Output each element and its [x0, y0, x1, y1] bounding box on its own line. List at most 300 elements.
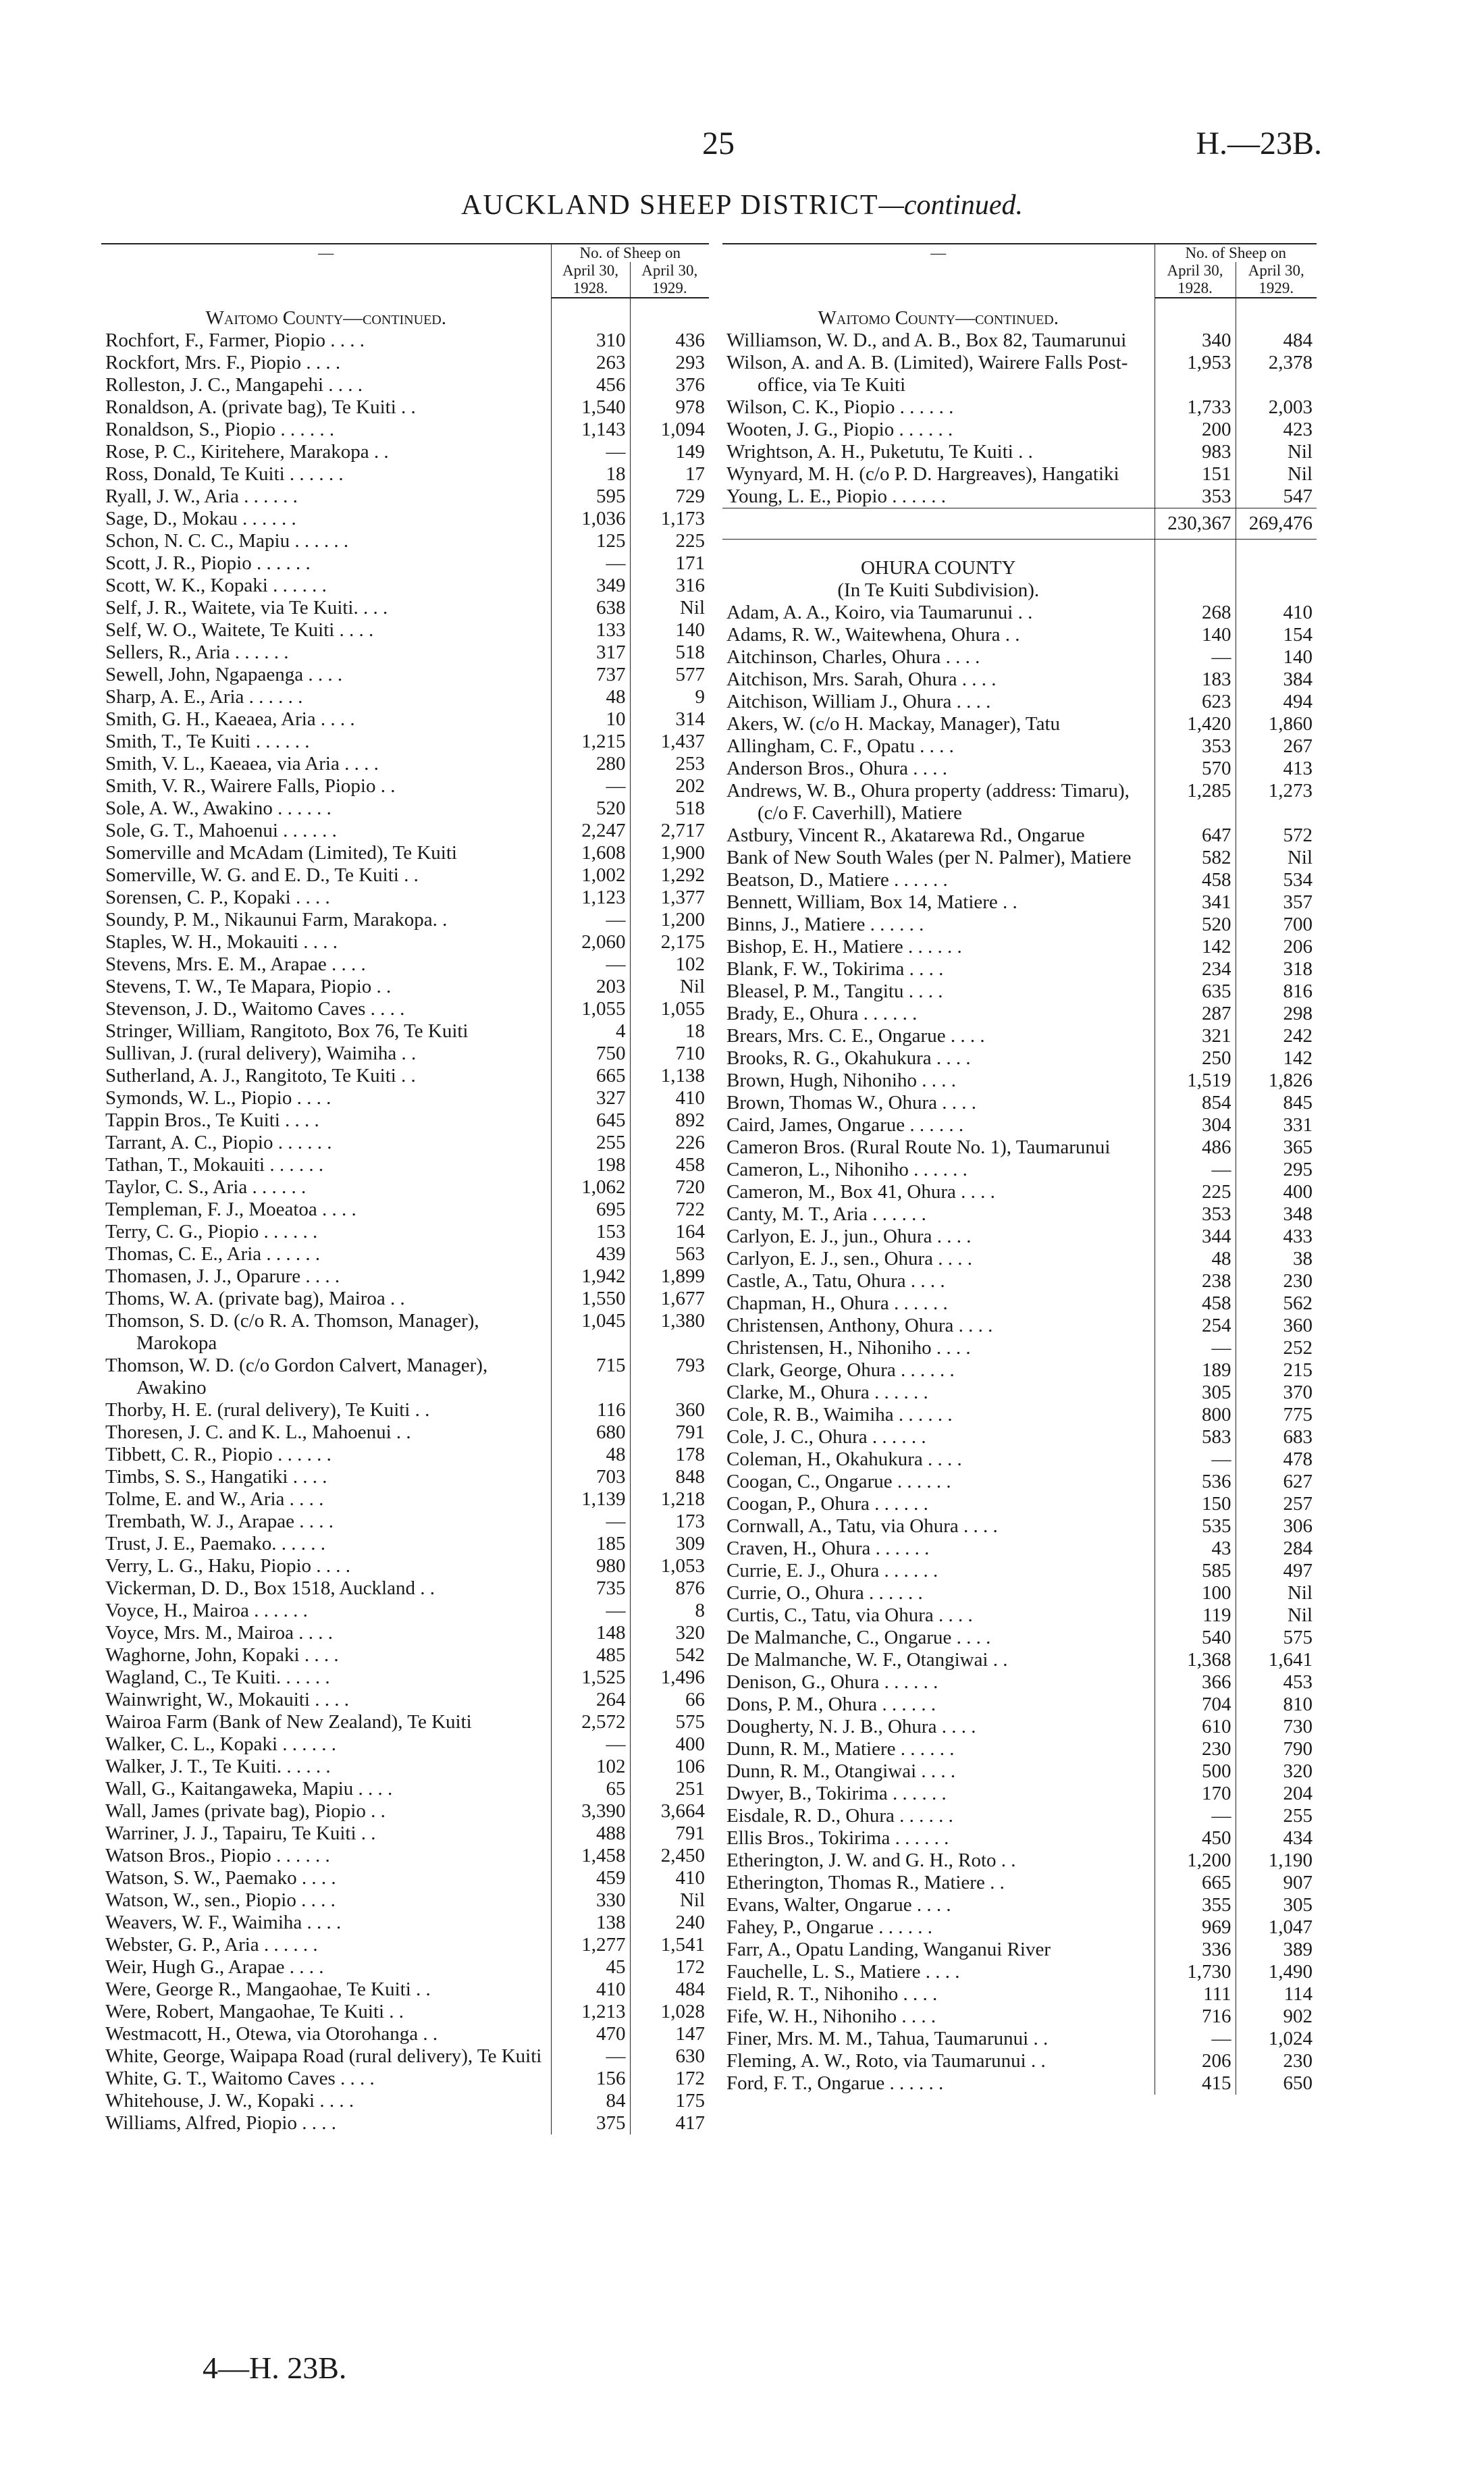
sheep-1928: 268 — [1155, 602, 1236, 624]
sheep-1929: 400 — [1236, 1181, 1317, 1203]
sheep-1929: 9 — [630, 686, 709, 708]
owner-name: Sewell, John, Ngapaenga . . . . — [105, 664, 343, 685]
owner-name: Trust, J. E., Paemako. . . . . . — [105, 1533, 325, 1554]
sheep-1929: 494 — [1236, 691, 1317, 713]
sheep-1928: 737 — [551, 664, 630, 686]
sheep-1928: 65 — [551, 1778, 630, 1800]
owner-name: Somerville and McAdam (Limited), Te Kuiti — [105, 842, 457, 864]
sheep-1929: 627 — [1236, 1471, 1317, 1493]
table-row — [722, 1159, 1317, 1181]
table-row — [722, 330, 1317, 352]
owner-name: Watson, W., sen., Piopio . . . . — [105, 1889, 336, 1911]
sheep-1928: 536 — [1155, 1471, 1236, 1493]
owner-name: Tarrant, A. C., Piopio . . . . . . — [105, 1132, 332, 1153]
sheep-1928: 48 — [551, 686, 630, 708]
owner-name: Castle, A., Tatu, Ohura . . . . — [726, 1270, 945, 1292]
owner-name: Cole, R. B., Waimiha . . . . . . — [726, 1404, 953, 1425]
table-row — [101, 864, 709, 887]
sheep-group-header: No. of Sheep on — [551, 244, 709, 262]
sheep-1929: 255 — [1236, 1805, 1317, 1827]
sheep-1928: 520 — [551, 797, 630, 820]
sheep-1928: 1,540 — [551, 396, 630, 419]
sheep-1928: 585 — [1155, 1560, 1236, 1582]
section-heading: Waitomo County—continued. — [818, 307, 1059, 329]
table-row — [722, 1471, 1317, 1493]
table-row — [722, 1493, 1317, 1515]
sheep-1928: 151 — [1155, 463, 1236, 486]
sheep-1928: 225 — [1155, 1181, 1236, 1203]
sheep-1928: 353 — [1155, 486, 1236, 508]
sheep-1928: 198 — [551, 1154, 630, 1176]
sheep-1928: 410 — [551, 1979, 630, 2001]
sheep-1928: 582 — [1155, 847, 1236, 869]
owner-name: Smith, V. R., Wairere Falls, Piopio . . — [105, 775, 396, 797]
table-row — [101, 575, 709, 597]
owner-name: Clarke, M., Ohura . . . . . . — [726, 1382, 928, 1403]
page-title — [0, 189, 1484, 221]
owner-name: Thomson, W. D. (c/o Gordon Calvert, Manager), Awakino — [105, 1355, 488, 1398]
sheep-1929: 410 — [1236, 602, 1317, 624]
owner-name: Wall, James (private bag), Piopio . . — [105, 1800, 386, 1822]
table-row — [101, 2090, 709, 2112]
sheep-1928: 263 — [551, 352, 630, 374]
table-row — [101, 1733, 709, 1756]
sheep-1928: 255 — [551, 1132, 630, 1154]
sheep-1929: 284 — [1236, 1538, 1317, 1560]
sheep-1929: 775 — [1236, 1404, 1317, 1426]
owner-name: Thorby, H. E. (rural delivery), Te Kuiti . . — [105, 1399, 430, 1421]
owner-name: Warriner, J. J., Tapairu, Te Kuiti . . — [105, 1823, 376, 1844]
sheep-1929: 251 — [630, 1778, 709, 1800]
sheep-1928: 133 — [551, 619, 630, 641]
sheep-1928: 234 — [1155, 958, 1236, 980]
owner-name: Wilson, A. and A. B. (Limited), Wairere Falls Post-office, via Te Kuiti — [726, 352, 1128, 396]
table-row — [722, 980, 1317, 1003]
sheep-1929: 306 — [1236, 1515, 1317, 1538]
sheep-1929: Nil — [1236, 1604, 1317, 1627]
table-row — [722, 936, 1317, 958]
table-row — [101, 1065, 709, 1087]
table-row — [722, 1961, 1317, 1983]
sheep-1928: 1,002 — [551, 864, 630, 887]
table-row — [722, 1916, 1317, 1939]
sheep-1928: 3,390 — [551, 1800, 630, 1823]
table-row — [101, 1043, 709, 1065]
table-row — [101, 887, 709, 909]
owner-name: Wairoa Farm (Bank of New Zealand), Te Kuiti — [105, 1711, 472, 1733]
owner-name: Brears, Mrs. C. E., Ongarue . . . . — [726, 1025, 985, 1047]
sheep-1929: 1,377 — [630, 887, 709, 909]
sheep-1928: 735 — [551, 1577, 630, 1600]
owner-name: Somerville, W. G. and E. D., Te Kuiti . . — [105, 864, 419, 886]
sheep-1928: 459 — [551, 1867, 630, 1889]
sheep-1929: 376 — [630, 374, 709, 396]
sheep-1929: 2,378 — [1236, 352, 1317, 396]
owner-name: Weir, Hugh G., Arapae . . . . — [105, 1956, 324, 1978]
owner-name: Clark, George, Ohura . . . . . . — [726, 1359, 955, 1381]
sheep-1928: 1,942 — [551, 1265, 630, 1288]
owner-name: Walker, J. T., Te Kuiti. . . . . . — [105, 1756, 331, 1777]
table-row — [101, 1667, 709, 1689]
owner-name: De Malmanche, C., Ongarue . . . . — [726, 1627, 991, 1648]
owner-name: Akers, W. (c/o H. Mackay, Manager), Tatu — [726, 713, 1061, 735]
owner-name: Waghorne, John, Kopaki . . . . — [105, 1644, 339, 1666]
sheep-1929: 320 — [1236, 1760, 1317, 1783]
total-1929: 269,476 — [1236, 508, 1317, 540]
owner-name: Fahey, P., Ongarue . . . . . . — [726, 1916, 932, 1938]
table-row — [101, 330, 709, 352]
owner-name: Rockfort, Mrs. F., Piopio . . . . — [105, 352, 341, 373]
sheep-1929: 2,175 — [630, 931, 709, 953]
sheep-1929: 293 — [630, 352, 709, 374]
sheep-1928: 230 — [1155, 1738, 1236, 1760]
sheep-1928: — — [551, 953, 630, 976]
table-row — [722, 1894, 1317, 1916]
owner-name: Christensen, Anthony, Ohura . . . . — [726, 1315, 993, 1336]
table-row — [722, 1359, 1317, 1382]
table-row — [101, 1154, 709, 1176]
owner-name: Anderson Bros., Ohura . . . . — [726, 758, 948, 779]
owner-name: Cameron Bros. (Rural Route No. 1), Taumarunui — [726, 1136, 1111, 1158]
sheep-1928: 715 — [551, 1355, 630, 1399]
sheep-1929: 226 — [630, 1132, 709, 1154]
sheep-1929: 453 — [1236, 1671, 1317, 1694]
sheep-1929: 171 — [630, 552, 709, 575]
owner-name: Thomas, C. E., Aria . . . . . . — [105, 1243, 321, 1265]
sheep-1929: 1,641 — [1236, 1649, 1317, 1671]
sheep-1928: 189 — [1155, 1359, 1236, 1382]
owner-name: Aitchison, Mrs. Sarah, Ohura . . . . — [726, 669, 997, 690]
sheep-1929: 400 — [630, 1733, 709, 1756]
owner-name: Ronaldson, S., Piopio . . . . . . — [105, 419, 335, 440]
sheep-1929: 810 — [1236, 1694, 1317, 1716]
table-row — [101, 797, 709, 820]
sheep-1929: 1,273 — [1236, 780, 1317, 824]
sheep-1929: 204 — [1236, 1783, 1317, 1805]
table-row — [722, 352, 1317, 396]
sheep-1929: 17 — [630, 463, 709, 486]
sheep-1929: 423 — [1236, 419, 1317, 441]
sheep-1928: 327 — [551, 1087, 630, 1109]
sheep-1928: 330 — [551, 1889, 630, 1912]
sheep-1928: 750 — [551, 1043, 630, 1065]
table-row — [722, 463, 1317, 486]
table-row — [722, 1827, 1317, 1850]
owner-name: Trembath, W. J., Arapae . . . . — [105, 1511, 334, 1532]
table-row — [101, 1600, 709, 1622]
sheep-1928: 488 — [551, 1823, 630, 1845]
sheep-1928: 148 — [551, 1622, 630, 1644]
table-row — [101, 931, 709, 953]
sheep-1929: 140 — [630, 619, 709, 641]
sheep-1928: 535 — [1155, 1515, 1236, 1538]
sheep-1928: — — [1155, 1159, 1236, 1181]
sheep-1929: 365 — [1236, 1136, 1317, 1159]
sheep-1929: 1,138 — [630, 1065, 709, 1087]
sheep-1928: 125 — [551, 530, 630, 552]
sheep-1929: 225 — [630, 530, 709, 552]
page-header — [0, 125, 1484, 165]
owner-name: Cole, J. C., Ohura . . . . . . — [726, 1426, 926, 1448]
table-row — [101, 1577, 709, 1600]
sheep-1928: 969 — [1155, 1916, 1236, 1939]
sheep-1928: 1,420 — [1155, 713, 1236, 735]
owner-name: Craven, H., Ohura . . . . . . — [726, 1538, 930, 1559]
sheep-1928: 1,608 — [551, 842, 630, 864]
table-row — [722, 1426, 1317, 1448]
table-row — [722, 1783, 1317, 1805]
sheep-1929: 1,200 — [630, 909, 709, 931]
owner-name: Soundy, P. M., Nikaunui Farm, Marakopa. . — [105, 909, 448, 931]
sheep-1928: 1,368 — [1155, 1649, 1236, 1671]
title-suffix: —continued. — [878, 190, 1023, 221]
table-row — [101, 419, 709, 441]
table-row — [101, 508, 709, 530]
owner-name: Caird, James, Ongarue . . . . . . — [726, 1114, 964, 1136]
sheep-1929: 484 — [1236, 330, 1317, 352]
owner-name: Bank of New South Wales (per N. Palmer), Matiere — [726, 847, 1132, 868]
owner-name: Voyce, Mrs. M., Mairoa . . . . — [105, 1622, 333, 1644]
sheep-1929: 360 — [1236, 1315, 1317, 1337]
sheep-1929: 298 — [1236, 1003, 1317, 1025]
sheep-1928: 43 — [1155, 1538, 1236, 1560]
owner-name: Fleming, A. W., Roto, via Taumarunui . . — [726, 2050, 1046, 2072]
table-row — [101, 1243, 709, 1265]
sheep-1928: 10 — [551, 708, 630, 731]
year-1929-header: April 30, 1929. — [630, 262, 709, 298]
table-row — [101, 1800, 709, 1823]
ohura-table-body — [722, 602, 1317, 2095]
owner-name: Young, L. E., Piopio . . . . . . — [726, 486, 946, 507]
sheep-1928: 254 — [1155, 1315, 1236, 1337]
owner-name: Canty, M. T., Aria . . . . . . — [726, 1203, 926, 1225]
table-row — [101, 441, 709, 463]
owner-name: Smith, G. H., Kaeaea, Aria . . . . — [105, 708, 355, 730]
owner-name: Brown, Thomas W., Ohura . . . . — [726, 1092, 977, 1114]
sheep-1929: 892 — [630, 1109, 709, 1132]
sheep-1929: 360 — [630, 1399, 709, 1421]
table-row — [722, 646, 1317, 669]
sheep-1928: 645 — [551, 1109, 630, 1132]
owner-name: Webster, G. P., Aria . . . . . . — [105, 1934, 318, 1956]
table-row — [722, 419, 1317, 441]
owner-name: Were, George R., Mangaohae, Te Kuiti . . — [105, 1979, 431, 2000]
sheep-1929: 547 — [1236, 486, 1317, 508]
table-row — [101, 686, 709, 708]
sheep-1929: Nil — [1236, 1582, 1317, 1604]
sheep-1928: 111 — [1155, 1983, 1236, 2006]
right-table-body — [722, 298, 1317, 508]
sheep-1928: 170 — [1155, 1783, 1236, 1805]
owner-name: Dunn, R. M., Matiere . . . . . . — [726, 1738, 955, 1760]
sheep-group-header: No. of Sheep on — [1155, 244, 1317, 262]
table-row — [101, 552, 709, 575]
table-row — [722, 1515, 1317, 1538]
sheep-1929: 410 — [630, 1087, 709, 1109]
left-column — [101, 243, 709, 2134]
owner-name: Dwyer, B., Tokirima . . . . . . — [726, 1783, 947, 1804]
owner-name: Schon, N. C. C., Mapiu . . . . . . — [105, 530, 349, 552]
table-row — [722, 1248, 1317, 1270]
sheep-1928: 48 — [551, 1444, 630, 1466]
table-row — [722, 735, 1317, 758]
sheep-1929: 978 — [630, 396, 709, 419]
total-row — [722, 508, 1317, 540]
sheep-1929: 314 — [630, 708, 709, 731]
sheep-1928: 450 — [1155, 1827, 1236, 1850]
table-row — [101, 1711, 709, 1733]
owner-name: Brady, E., Ohura . . . . . . — [726, 1003, 918, 1024]
sheep-1928: 1,036 — [551, 508, 630, 530]
owner-name: Wrightson, A. H., Puketutu, Te Kuiti . . — [726, 441, 1033, 463]
county-subheading-row — [722, 579, 1317, 602]
sheep-1929: 142 — [1236, 1047, 1317, 1070]
owner-name: Thomson, S. D. (c/o R. A. Thomson, Manager), Marokopa — [105, 1310, 479, 1354]
table-row — [101, 1176, 709, 1199]
owner-name: Currie, E. J., Ohura . . . . . . — [726, 1560, 938, 1581]
table-row — [101, 1421, 709, 1444]
owner-name: Etherington, J. W. and G. H., Roto . . — [726, 1850, 1016, 1871]
table-row — [722, 1627, 1317, 1649]
owner-name: Denison, G., Ohura . . . . . . — [726, 1671, 938, 1693]
sheep-1929: 876 — [630, 1577, 709, 1600]
owner-name: Coogan, P., Ohura . . . . . . — [726, 1493, 928, 1515]
sheep-1928: 1,285 — [1155, 780, 1236, 824]
owner-name: Bennett, William, Box 14, Matiere . . — [726, 891, 1017, 913]
owner-name: Stevenson, J. D., Waitomo Caves . . . . — [105, 998, 405, 1020]
sheep-1929: 722 — [630, 1199, 709, 1221]
sheep-1928: 638 — [551, 597, 630, 619]
sheep-1928: 321 — [1155, 1025, 1236, 1047]
sheep-1928: 680 — [551, 1421, 630, 1444]
owner-name: Symonds, W. L., Piopio . . . . — [105, 1087, 332, 1109]
table-row — [101, 2045, 709, 2068]
table-row — [722, 396, 1317, 419]
sheep-1928: 500 — [1155, 1760, 1236, 1783]
sheep-1929: 436 — [630, 330, 709, 352]
table-row — [101, 1288, 709, 1310]
sheep-1928: 138 — [551, 1912, 630, 1934]
sheep-1929: 700 — [1236, 914, 1317, 936]
table-row — [722, 486, 1317, 508]
sheep-1928: — — [551, 1600, 630, 1622]
owner-name: Self, W. O., Waitete, Te Kuiti . . . . — [105, 619, 374, 641]
sheep-1928: 206 — [1155, 2050, 1236, 2072]
sheep-1929: 147 — [630, 2023, 709, 2045]
sheep-1929: 305 — [1236, 1894, 1317, 1916]
table-row — [722, 958, 1317, 980]
owner-name: Cameron, M., Box 41, Ohura . . . . — [726, 1181, 995, 1203]
owner-name: Ford, F. T., Ongarue . . . . . . — [726, 2072, 944, 2094]
owner-name: Farr, A., Opatu Landing, Wanganui River — [726, 1939, 1051, 1960]
sheep-1929: 1,024 — [1236, 2028, 1317, 2050]
table-row — [101, 1265, 709, 1288]
sheep-1929: 1,899 — [630, 1265, 709, 1288]
sheep-1929: 791 — [630, 1421, 709, 1444]
sheep-1929: 164 — [630, 1221, 709, 1243]
table-row — [722, 1671, 1317, 1694]
sheep-1928: 486 — [1155, 1136, 1236, 1159]
sheep-1929: 542 — [630, 1644, 709, 1667]
table-row — [722, 2006, 1317, 2028]
sheep-1929: 710 — [630, 1043, 709, 1065]
table-row — [101, 1310, 709, 1355]
sheep-1928: 353 — [1155, 735, 1236, 758]
sheep-1929: 18 — [630, 1020, 709, 1043]
owner-name: Sole, A. W., Awakino . . . . . . — [105, 797, 332, 819]
sheep-1929: 816 — [1236, 980, 1317, 1003]
sheep-1929: 484 — [630, 1979, 709, 2001]
sheep-1928: 610 — [1155, 1716, 1236, 1738]
year-1928-header: April 30, 1928. — [551, 262, 630, 298]
sheep-1929: 1,055 — [630, 998, 709, 1020]
owner-name: Self, J. R., Waitete, via Te Kuiti. . . . — [105, 597, 388, 619]
right-table — [722, 243, 1317, 2095]
sheep-1929: 38 — [1236, 1248, 1317, 1270]
owner-name: Rose, P. C., Kiritehere, Marakopa . . — [105, 441, 389, 463]
sheep-1928: — — [1155, 2028, 1236, 2050]
owner-name: Aitchison, William J., Ohura . . . . — [726, 691, 991, 712]
sheep-1929: 389 — [1236, 1939, 1317, 1961]
sheep-1929: 252 — [1236, 1337, 1317, 1359]
table-row — [101, 953, 709, 976]
sheep-1929: 572 — [1236, 824, 1317, 847]
sheep-1928: 1,525 — [551, 1667, 630, 1689]
owner-name: Weavers, W. F., Waimiha . . . . — [105, 1912, 342, 1933]
sheep-1929: 683 — [1236, 1426, 1317, 1448]
owner-name: Coleman, H., Okahukura . . . . — [726, 1448, 962, 1470]
owner-name: Currie, O., Ohura . . . . . . — [726, 1582, 923, 1604]
table-row — [722, 1939, 1317, 1961]
owner-name: Carlyon, E. J., jun., Ohura . . . . — [726, 1226, 972, 1247]
sheep-1929: 650 — [1236, 2072, 1317, 2095]
right-column — [722, 243, 1317, 2095]
owner-name: Tolme, E. and W., Aria . . . . — [105, 1488, 324, 1510]
owner-name: Vickerman, D. D., Box 1518, Auckland . . — [105, 1577, 435, 1599]
page-number: 25 — [702, 126, 735, 161]
title-main: AUCKLAND SHEEP DISTRICT — [461, 190, 879, 221]
owner-name: Evans, Walter, Ongarue . . . . — [726, 1894, 951, 1916]
table-row — [722, 1805, 1317, 1827]
sheep-1929: 497 — [1236, 1560, 1317, 1582]
owner-name: Thoms, W. A. (private bag), Mairoa . . — [105, 1288, 405, 1309]
owner-name: Curtis, C., Tatu, via Ohura . . . . — [726, 1604, 973, 1626]
table-row — [101, 1823, 709, 1845]
sheep-1929: 370 — [1236, 1382, 1317, 1404]
sheep-1929: 1,541 — [630, 1934, 709, 1956]
owner-name: Tathan, T., Mokauiti . . . . . . — [105, 1154, 324, 1176]
sheep-1929: 331 — [1236, 1114, 1317, 1136]
sheep-1929: 2,717 — [630, 820, 709, 842]
owner-name: Wall, G., Kaitangaweka, Mapiu . . . . — [105, 1778, 393, 1800]
table-row — [101, 1199, 709, 1221]
sheep-1929: 1,047 — [1236, 1916, 1317, 1939]
owner-name: Dons, P. M., Ohura . . . . . . — [726, 1694, 936, 1715]
table-row — [722, 1003, 1317, 1025]
sheep-1928: — — [1155, 1805, 1236, 1827]
table-row — [722, 1025, 1317, 1047]
sheep-1928: — — [551, 1511, 630, 1533]
table-row — [101, 1488, 709, 1511]
sheep-1928: 1,953 — [1155, 352, 1236, 396]
owner-name: Scott, W. K., Kopaki . . . . . . — [105, 575, 327, 596]
table-row — [101, 708, 709, 731]
sheep-1929: 630 — [630, 2045, 709, 2068]
owner-name: Wynyard, M. H. (c/o P. D. Hargreaves), Hangatiki — [726, 463, 1119, 485]
owner-name: Adams, R. W., Waitewhena, Ohura . . — [726, 624, 1020, 646]
sheep-1928: 183 — [1155, 669, 1236, 691]
sheep-1929: 1,677 — [630, 1288, 709, 1310]
